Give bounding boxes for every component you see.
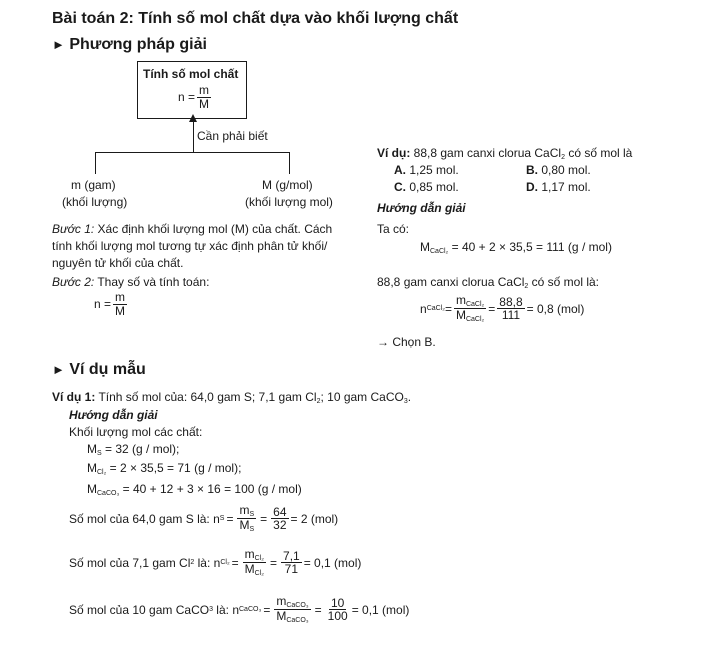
ca-f1-den-sub: CaCO₃ [286, 617, 309, 625]
right-result: = 0,8 (mol) [526, 301, 585, 316]
step2-fraction [113, 291, 127, 317]
step2-lhs: n = [94, 297, 112, 312]
option-a [394, 163, 459, 177]
right-f1-den-sym: M [455, 308, 466, 323]
example1-q-sub1: 2 [316, 398, 321, 405]
ca-result: = 0,1 (mol) [351, 602, 410, 617]
example1-guide-heading: Hướng dẫn giải [69, 408, 158, 422]
formula-box-title: Tính số mol chất [143, 67, 239, 81]
ca-eq2: = [314, 602, 322, 617]
s-f1-den [237, 519, 256, 533]
right-q-sub: 2 [561, 154, 565, 161]
right-line-a: 88,8 gam canxi clorua CaCl [377, 275, 525, 289]
sample-heading-text: Ví dụ mẫu [69, 361, 146, 378]
s-eq2: = [260, 511, 268, 526]
method-heading [52, 36, 207, 54]
ca-fraction-1 [274, 595, 310, 625]
right-fraction-1 [454, 294, 486, 324]
option-c-text: 0,85 mol. [406, 180, 459, 194]
step1-text1: Xác định khối lượng mol (M) của chất. Cách [94, 222, 333, 236]
s-result: = 2 (mol) [290, 511, 339, 526]
ca-text-a: Số mol của 10 gam CaCO [69, 602, 210, 617]
cl-eq2: = [270, 555, 278, 570]
right-example-label: Ví dụ: [377, 146, 411, 160]
cl-f1-den-sym: M [244, 562, 255, 577]
right-taco: Ta có: [377, 222, 410, 236]
option-a-text: 1,25 mol. [406, 163, 459, 177]
mca-sym: M [87, 482, 97, 496]
cl-fraction-1 [243, 548, 266, 578]
ca-n-sub: CaCO₃ [239, 606, 262, 614]
example1-mca [87, 482, 302, 497]
right-molar-mass [420, 240, 612, 255]
ca-f2-den: 100 [327, 609, 348, 624]
right-choose: → Chọn B. [377, 335, 436, 349]
right-m-sym: M [420, 240, 430, 254]
ca-text-b: là: [212, 602, 233, 617]
cl-n-sub: Cl₂ [220, 559, 230, 567]
sample-heading [52, 361, 146, 379]
right-eq1: = [444, 301, 452, 316]
mca-eq: = 40 + 12 + 3 × 16 = 100 (g / mol) [119, 482, 302, 496]
cl-text-sub: 2 [190, 559, 195, 567]
ca-n-sym: n [232, 602, 239, 617]
ca-f2-num: 10 [330, 595, 345, 610]
ca-f1-den-sym: M [276, 609, 287, 624]
need-label: Cần phải biết [197, 129, 268, 143]
step2-label: Bước 2: [52, 275, 95, 289]
ms-sym: M [87, 442, 97, 456]
example1-ms [87, 442, 179, 457]
right-f2-den: 111 [501, 308, 521, 323]
ca-f1-num-sub: CaCO₃ [286, 602, 309, 609]
cl-f1-den-sub: Cl₂ [254, 570, 264, 578]
cl-result: = 0,1 (mol) [303, 555, 362, 570]
example1-cl-calc [69, 548, 361, 578]
cl-f1-den [243, 563, 266, 577]
triangle-icon: ► [52, 362, 65, 377]
s-f1-num [237, 504, 256, 519]
ca-text-sub: 3 [209, 606, 213, 614]
diagram-vertical-line [193, 122, 194, 152]
right-f1-den-sub: CaCl₂ [465, 316, 485, 324]
left-label-1: m (gam) [71, 178, 116, 192]
triangle-icon: ► [52, 37, 65, 52]
cl-f2-num: 7,1 [283, 548, 300, 563]
right-eq2: = [488, 301, 496, 316]
cl-f2-den: 71 [284, 562, 299, 577]
s-f1-den-sym: M [239, 518, 250, 533]
example1-q-b: ; 10 gam CaCO [320, 390, 404, 404]
diagram-horizontal-line [95, 152, 290, 153]
formula-box [137, 61, 247, 119]
right-f1-num-sym: m [455, 293, 466, 307]
step2-formula [94, 291, 129, 317]
mcl-eq: = 2 × 35,5 = 71 (g / mol); [106, 461, 242, 475]
s-f2-den: 32 [273, 518, 287, 533]
s-f2-num: 64 [273, 504, 287, 519]
cl-n-sym: n [213, 555, 221, 570]
step2-line [52, 275, 209, 289]
option-b-letter: B. [526, 163, 538, 177]
s-n-sub: S [219, 515, 225, 523]
right-f1-num-sub: CaCl₂ [465, 301, 485, 308]
right-mol-calc [420, 294, 584, 324]
ms-sub: S [97, 450, 102, 457]
diagram-right-branch [289, 152, 290, 174]
option-d [526, 180, 591, 194]
example1-question [52, 390, 411, 405]
right-f1-den [454, 309, 486, 323]
right-q-b: có số mol là [564, 146, 633, 160]
example1-q-sub2: 3 [403, 398, 408, 405]
s-f1-den-sub: S [249, 526, 255, 534]
step2-text: Thay số và tính toán: [94, 275, 210, 289]
right-n-sub: CaCl₂ [426, 305, 445, 313]
option-b [526, 163, 591, 177]
s-f1-num-sub: S [249, 511, 255, 518]
cl-text-b: là: [194, 555, 214, 570]
step1-line2: tính khối lượng mol tương tự xác định phân tử khối/ [52, 239, 328, 253]
s-text: Số mol của 64,0 gam S là: [69, 511, 214, 526]
right-line [377, 275, 599, 290]
arrow-up-icon [189, 114, 197, 122]
cl-f1-num [243, 548, 266, 563]
right-f1-num [454, 294, 486, 309]
option-d-letter: D. [526, 180, 538, 194]
formula-lhs: n = [178, 90, 196, 105]
s-eq1: = [226, 511, 234, 526]
formula-denominator: M [199, 96, 210, 111]
s-fraction-1 [237, 504, 256, 534]
right-f2-num: 88,8 [499, 294, 523, 309]
s-f1-num-sym: m [239, 503, 250, 517]
s-fraction-2 [271, 506, 288, 532]
ca-eq1: = [263, 602, 271, 617]
right-guide-heading: Hướng dẫn giải [377, 201, 466, 215]
step1-line1 [52, 222, 332, 236]
ca-f1-num-sym: m [276, 594, 287, 608]
example1-ca-calc [69, 595, 409, 625]
mca-sub: CaCO₃ [97, 490, 120, 497]
right-q-a: 88,8 gam canxi clorua CaCl [410, 146, 562, 160]
step2-numerator: m [115, 290, 126, 304]
formula-numerator: m [199, 83, 210, 97]
right-m-sub: CaCl₂ [430, 248, 449, 255]
diagram-left-branch [95, 152, 96, 174]
right-line-b: có số mol là: [528, 275, 600, 289]
mcl-sub: Cl₂ [97, 469, 107, 476]
cl-fraction-2 [281, 550, 302, 576]
ca-fraction-2 [326, 597, 350, 623]
ca-f1-den [274, 610, 310, 624]
right-fraction-2 [497, 296, 524, 322]
formula-box-equation [178, 84, 213, 110]
option-c [394, 180, 459, 194]
option-a-letter: A. [394, 163, 406, 177]
option-c-letter: C. [394, 180, 406, 194]
example1-molar-intro: Khối lượng mol các chất: [69, 425, 203, 439]
method-heading-text: Phương pháp giải [69, 36, 207, 53]
step1-label: Bước 1: [52, 222, 95, 236]
formula-fraction [197, 84, 211, 110]
right-label-1: M (g/mol) [262, 178, 313, 192]
step2-denominator: M [115, 303, 126, 318]
example1-q-c: . [407, 390, 412, 404]
right-label-2: (khối lượng mol) [245, 195, 333, 209]
cl-text-a: Số mol của 7,1 gam Cl [69, 555, 191, 570]
example1-q-a: Tính số mol của: 64,0 gam S; 7,1 gam Cl [95, 390, 317, 404]
example1-s-calc [69, 504, 338, 534]
ca-f1-num [274, 595, 310, 610]
step1-line3: nguyên tử khối của chất. [52, 256, 184, 270]
ms-eq: = 32 (g / mol); [101, 442, 180, 456]
example1-mcl [87, 461, 241, 476]
right-n-sym: n [420, 301, 427, 316]
left-label-2: (khối lượng) [62, 195, 128, 209]
cl-f1-num-sym: m [244, 547, 255, 561]
s-n-sym: n [213, 511, 220, 526]
page-title: Bài toán 2: Tính số mol chất dựa vào khối lượng chất [52, 10, 459, 27]
right-line-sub: 2 [524, 283, 529, 290]
option-d-text: 1,17 mol. [538, 180, 591, 194]
cl-eq1: = [231, 555, 239, 570]
mcl-sym: M [87, 461, 97, 475]
example1-label: Ví dụ 1: [52, 390, 96, 404]
right-example-question [377, 146, 632, 161]
cl-f1-num-sub: Cl₂ [254, 555, 264, 562]
right-m-eq: = 40 + 2 × 35,5 = 111 (g / mol) [448, 240, 612, 254]
option-b-text: 0,80 mol. [538, 163, 591, 177]
